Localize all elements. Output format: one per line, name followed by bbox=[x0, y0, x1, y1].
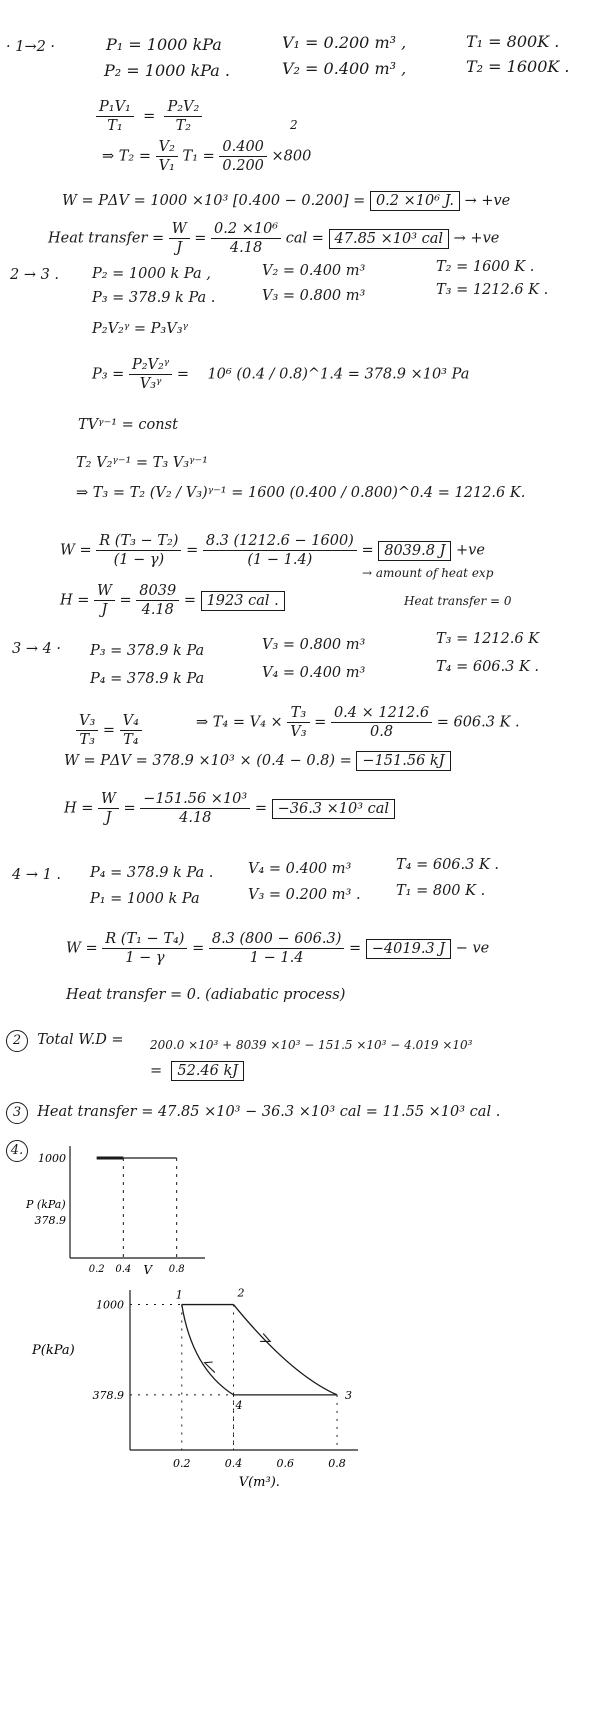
p34-v3: V₃ = 0.800 m³ bbox=[262, 637, 366, 653]
p23-t2: T₂ = 1600 K . bbox=[436, 259, 535, 275]
p23-tv-eq: T₂ V₂ᵞ⁻¹ = T₃ V₃ᵞ⁻¹ bbox=[76, 455, 208, 471]
chart2-x-tick-3: 0.8 bbox=[328, 1457, 346, 1470]
chart1-x-label: V bbox=[143, 1263, 153, 1277]
p23-work: W = $\frac{\text{R (T₃ − T₂)}}{(1 - \gamma)}$ = $\frac{8.3 (1212.6 - 1600)}{(1 - 1.4)}$ = 8039.8 J +ve bbox=[60, 533, 485, 568]
chart2-x-tick-1: 0.4 bbox=[224, 1457, 243, 1470]
step-label-2-3: 2 → 3 . bbox=[10, 267, 60, 283]
pv-chart-sketch bbox=[0, 1130, 240, 1280]
p23-p2: P₂ = 1000 k Pa , bbox=[92, 266, 211, 282]
chart2-point-label-2: 2 bbox=[237, 1286, 245, 1300]
p34-heat-answer: −36.3 ×10³ cal bbox=[272, 799, 395, 819]
chart2-arrow-4-1 bbox=[205, 1362, 215, 1373]
p41-work: W = $\frac{\text{R (T₁ − T₄)}}{1 - \gamma}$ = $\frac{8.3 (800 - 606.3)}{1 - 1.4}$ = −4019.3 J − ve bbox=[66, 931, 490, 966]
chart1-x-tick-1: 0.4 bbox=[115, 1264, 132, 1275]
step-label-4-1: 4 → 1 . bbox=[12, 867, 62, 883]
chart1-y-label: P (kPa) bbox=[26, 1198, 66, 1211]
p12-heat-answer: 47.85 ×10³ cal bbox=[329, 229, 450, 249]
p34-v4: V₄ = 0.400 m³ bbox=[262, 665, 366, 681]
p34-t3: T₃ = 1212.6 K bbox=[436, 631, 540, 647]
p12-work: W = PΔV = 1000 ×10³ [0.400 − 0.200] = 0.2 ×10⁶ J. → +ve bbox=[62, 193, 511, 209]
chart1-x-tick-2: 0.8 bbox=[168, 1264, 185, 1275]
chart1-y-tick-0: 1000 bbox=[38, 1152, 66, 1165]
p23-v3: V₃ = 0.800 m³ bbox=[262, 288, 366, 304]
step-label-3-4: 3 → 4 · bbox=[12, 641, 62, 657]
p12-gas-law: $\frac{\text{P₁V₁}}{\text{T₁}}$ = $\frac{\text{P₂V₂}}{\text{T₂}}$ bbox=[96, 98, 202, 135]
p23-adiabatic: P₂V₂ᵞ = P₃V₃ᵞ bbox=[92, 321, 188, 337]
chart2-y-tick-1: 378.9 bbox=[92, 1388, 124, 1402]
q3-row: 3 Heat transfer = 47.85 ×10³ − 36.3 ×10³ cal = 11.55 ×10³ cal . bbox=[6, 1102, 500, 1124]
chart2-x-label: V(m³). bbox=[238, 1475, 280, 1490]
p23-heat: H = $\frac{W}{J}$ = $\frac{8039}{4.18}$ = 1923 cal . bbox=[60, 582, 285, 619]
q2-calc: 200.0 ×10³ + 8039 ×10³ − 151.5 ×10³ − 4.019 ×10³ bbox=[150, 1038, 473, 1052]
chart2-point-label-1: 1 bbox=[175, 1288, 183, 1302]
p41-work-answer: −4019.3 J bbox=[366, 939, 451, 959]
p23-p3-calc: P₃ = $\frac{\text{P₂V₂ᵞ}}{\text{V₃ᵞ}}$ = 10⁶ (0.4 / 0.8)^1.4 = 378.9 ×10³ Pa bbox=[92, 357, 470, 392]
p41-v3: V₃ = 0.200 m³ . bbox=[248, 887, 361, 903]
p12-t1: T₁ = 800K . bbox=[466, 32, 560, 51]
p34-work-answer: −151.56 kJ bbox=[356, 751, 450, 771]
p23-t3-calc: ⇒ T₃ = T₂ (V₂ / V₃)ᵞ⁻¹ = 1600 (0.400 / 0.800)^0.4 = 1212.6 K. bbox=[76, 485, 526, 501]
chart2-y-tick-0: 1000 bbox=[96, 1298, 124, 1312]
step-label-1-2: · 1→2 · bbox=[6, 39, 56, 55]
p41-v4: V₄ = 0.400 m³ bbox=[248, 861, 352, 877]
p12-t2: T₂ = 1600K . bbox=[466, 57, 570, 76]
p12-t2-calc: ⇒ T₂ = $\frac{\text{V₂}}{\text{V₁}}$ T₁ = $\frac{0.400}{0.200}$ ×800 bbox=[102, 139, 312, 174]
p12-t2-overwrite: 2 bbox=[290, 118, 298, 132]
p23-arrow-note: → amount of heat exp bbox=[362, 566, 494, 580]
chart2-path-4-1 bbox=[182, 1305, 234, 1395]
p34-heat: H = $\frac{W}{J}$ = $\frac{\text{−151.56 ×10³}}{4.18}$ = −36.3 ×10³ cal bbox=[64, 790, 395, 827]
chart1-y-tick-1: 378.9 bbox=[34, 1214, 66, 1228]
q4-number: 4. bbox=[6, 1140, 28, 1162]
chart2-x-tick-2: 0.6 bbox=[276, 1457, 295, 1470]
p12-p2: P₂ = 1000 kPa . bbox=[104, 61, 231, 80]
chart2-point-label-4: 4 bbox=[235, 1398, 243, 1412]
q2-answer: 52.46 kJ bbox=[171, 1061, 244, 1081]
chart2-point-label-3: 3 bbox=[345, 1388, 353, 1402]
p23-p3: P₃ = 378.9 k Pa . bbox=[92, 290, 216, 306]
p41-heat-transfer: Heat transfer = 0. (adiabatic process) bbox=[66, 987, 346, 1003]
chart1-x-tick-0: 0.2 bbox=[88, 1264, 105, 1275]
p41-p1: P₁ = 1000 k Pa bbox=[90, 891, 200, 907]
p34-t4: T₄ = 606.3 K . bbox=[436, 659, 540, 675]
q2-row: 2 Total W.D = bbox=[6, 1030, 124, 1052]
pv-cycle-chart bbox=[30, 1286, 390, 1490]
p12-v2: V₂ = 0.400 m³ , bbox=[282, 59, 407, 78]
p41-t4: T₄ = 606.3 K . bbox=[396, 857, 500, 873]
p12-heat: Heat transfer = $\frac{W}{J}$ = $\frac{\text{0.2 ×10⁶}}{4.18}$ cal = 47.85 ×10³ cal → +ve bbox=[48, 221, 500, 256]
p23-tv-const: TVᵞ⁻¹ = const bbox=[78, 417, 178, 433]
p12-work-answer: 0.2 ×10⁶ J. bbox=[370, 191, 460, 211]
p23-t3: T₃ = 1212.6 K . bbox=[436, 282, 549, 298]
p41-t1: T₁ = 800 K . bbox=[396, 883, 486, 899]
q2-number: 2 bbox=[6, 1030, 28, 1052]
p34-p4: P₄ = 378.9 k Pa bbox=[90, 671, 205, 687]
p34-charles: $\frac{\text{V₃}}{\text{T₃}}$ = $\frac{\text{V₄}}{\text{T₄}}$ bbox=[76, 712, 142, 749]
p34-t4-calc: ⇒ T₄ = V₄ × $\frac{\text{T₃}}{\text{V₃}}$ = $\frac{0.4 \times 1212.6}{0.8}$ = 606.3 K . bbox=[196, 705, 520, 740]
p23-heat-transfer-note: Heat transfer = 0 bbox=[404, 594, 512, 608]
chart2-path-2-3 bbox=[234, 1305, 338, 1395]
p34-p3: P₃ = 378.9 k Pa bbox=[90, 643, 205, 659]
chart2-x-tick-0: 0.2 bbox=[173, 1457, 191, 1470]
p23-work-answer: 8039.8 J bbox=[378, 541, 451, 561]
p12-p1: P₁ = 1000 kPa bbox=[106, 35, 222, 54]
chart2-y-label: P(kPa) bbox=[32, 1343, 75, 1358]
q3-number: 3 bbox=[6, 1102, 28, 1124]
q2-result: = 52.46 kJ bbox=[150, 1062, 244, 1080]
p23-v2: V₂ = 0.400 m³ bbox=[262, 263, 366, 279]
p12-v1: V₁ = 0.200 m³ , bbox=[282, 33, 407, 52]
p34-work: W = PΔV = 378.9 ×10³ × (0.4 − 0.8) = −151.56 kJ bbox=[64, 752, 451, 770]
p23-heat-answer: 1923 cal . bbox=[201, 591, 285, 611]
p41-p4: P₄ = 378.9 k Pa . bbox=[90, 865, 214, 881]
